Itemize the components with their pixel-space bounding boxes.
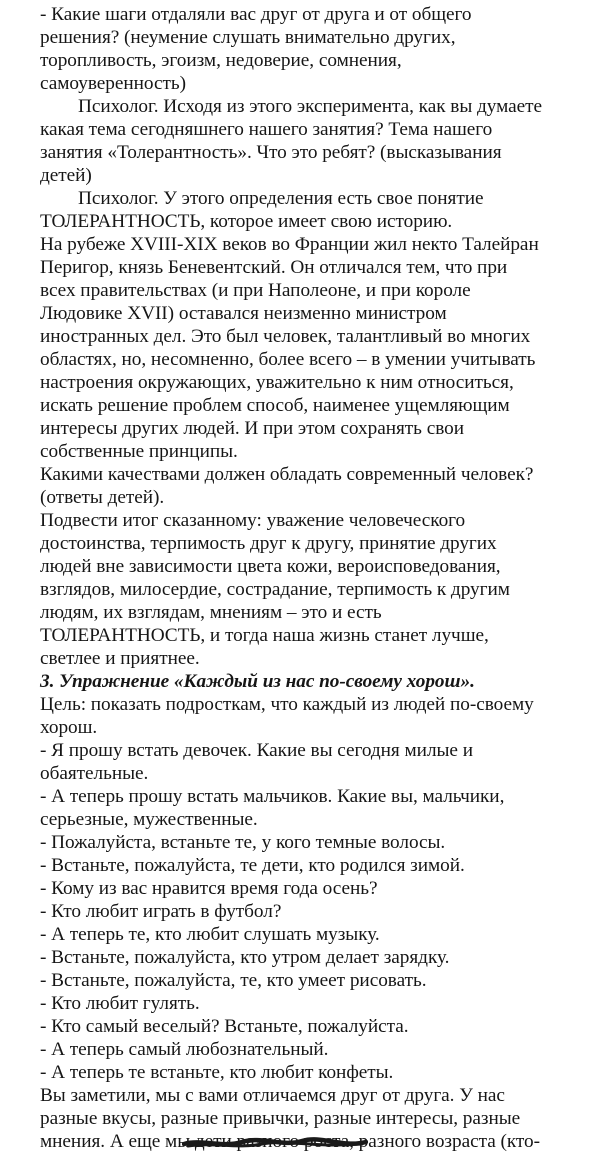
text-line: - Кто любит гулять. xyxy=(40,993,200,1014)
text-line: ТОЛЕРАНТНОСТЬ, которое имеет свою историю. xyxy=(40,211,453,232)
text-line: - Кто любит играть в футбол? xyxy=(40,901,282,922)
text-line: какая тема сегодняшнего нашего занятия? Тема нашего xyxy=(40,119,493,140)
text-line: людям, их взглядам, мнениям – это и есть xyxy=(40,602,382,623)
text-line: - Я прошу встать девочек. Какие вы сегодня милые и xyxy=(40,740,473,761)
text-line: иностранных дел. Это был человек, талантливый во многих xyxy=(40,326,531,347)
text-line: - А теперь те, кто любит слушать музыку. xyxy=(40,924,380,945)
text-line: занятия «Толерантность». Что это ребят? (высказывания xyxy=(40,142,502,163)
text-line: - Встаньте, пожалуйста, кто утром делает зарядку. xyxy=(40,947,450,968)
text-line: Людовике XVII) оставался неизменно министром xyxy=(40,303,447,324)
text-line: хорош. xyxy=(40,717,98,738)
text-line: Какими качествами должен обладать современный человек? xyxy=(40,464,534,485)
text-line: мнения. А еще мы дети разного роста, разного возраста (кто- xyxy=(40,1131,541,1152)
text-line: светлее и приятнее. xyxy=(40,648,200,669)
text-line: Психолог. Исходя из этого эксперимента, как вы думаете xyxy=(78,96,543,117)
text-line: всех правительствах (и при Наполеоне, и при короле xyxy=(40,280,471,301)
text-line: - А теперь самый любознательный. xyxy=(40,1039,329,1060)
text-line: областях, но, несомненно, более всего – в умении учитывать xyxy=(40,349,536,370)
text-line: настроения окружающих, уважительно к ним относиться, xyxy=(40,372,514,393)
text-line: (ответы детей). xyxy=(40,487,165,508)
text-line: Перигор, князь Беневентский. Он отличался тем, что при xyxy=(40,257,508,278)
text-line: искать решение проблем способ, наименее ущемляющим xyxy=(40,395,510,416)
text-line: - А теперь прошу встать мальчиков. Какие вы, мальчики, xyxy=(40,786,505,807)
text-line: взглядов, милосердие, сострадание, терпимость к другим xyxy=(40,579,510,600)
text-line: - Встаньте, пожалуйста, те, кто умеет рисовать. xyxy=(40,970,427,991)
text-line: самоуверенность) xyxy=(40,73,187,94)
text-line: торопливость, эгоизм, недоверие, сомнения, xyxy=(40,50,402,71)
text-line: детей) xyxy=(40,165,92,186)
text-line: На рубеже XVIII-XIX веков во Франции жил некто Талейран xyxy=(40,234,539,255)
text-line: - Пожалуйста, встаньте те, у кого темные волосы. xyxy=(40,832,446,853)
text-line: Подвести итог сказанному: уважение человеческого xyxy=(40,510,466,531)
text-line: обаятельные. xyxy=(40,763,149,784)
text-line: - Встаньте, пожалуйста, те дети, кто родился зимой. xyxy=(40,855,465,876)
text-line: серьезные, мужественные. xyxy=(40,809,258,830)
section-heading: 3. Упражнение «Каждый из нас по-своему хорош». xyxy=(40,671,475,692)
text-line: решения? (неумение слушать внимательно других, xyxy=(40,27,456,48)
text-line: собственные принципы. xyxy=(40,441,238,462)
text-line: Вы заметили, мы с вами отличаемся друг от друга. У нас xyxy=(40,1085,505,1106)
text-line: Цель: показать подросткам, что каждый из людей по-своему xyxy=(40,694,534,715)
text-line: - А теперь те встаньте, кто любит конфеты. xyxy=(40,1062,394,1083)
text-line: - Какие шаги отдаляли вас друг от друга и от общего xyxy=(40,4,472,25)
text-line: людей вне зависимости цвета кожи, вероисповедования, xyxy=(40,556,501,577)
text-line: - Кто самый веселый? Встаньте, пожалуйста. xyxy=(40,1016,409,1037)
text-line: разные вкусы, разные привычки, разные интересы, разные xyxy=(40,1108,521,1129)
text-line: - Кому из вас нравится время года осень? xyxy=(40,878,378,899)
text-line: интересы других людей. И при этом сохранять свои xyxy=(40,418,464,439)
text-line: ТОЛЕРАНТНОСТЬ, и тогда наша жизнь станет лучше, xyxy=(40,625,489,646)
text-line: Психолог. У этого определения есть свое понятие xyxy=(78,188,484,209)
text-line: достоинства, терпимость друг к другу, принятие других xyxy=(40,533,497,554)
